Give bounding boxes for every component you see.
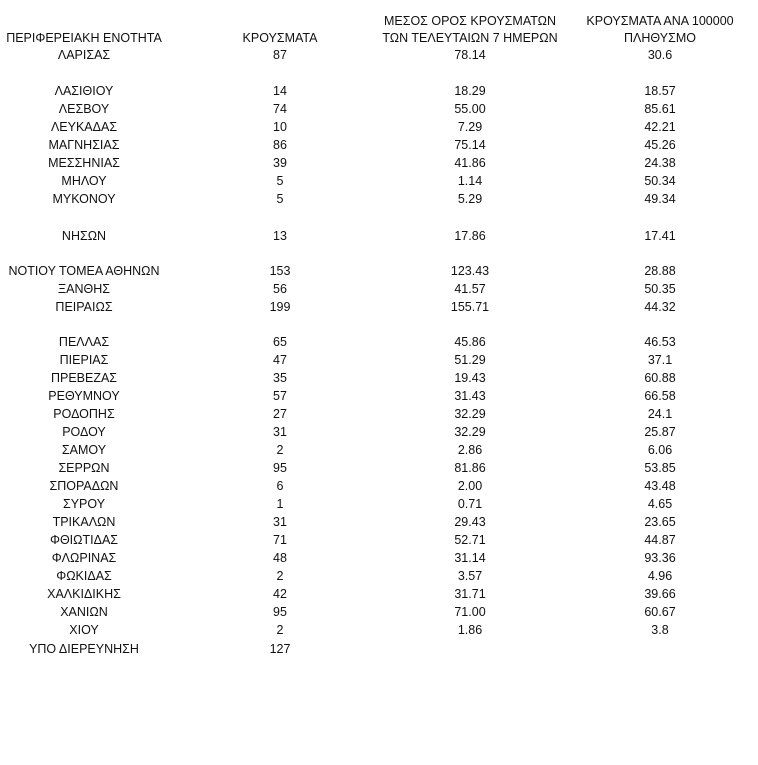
cases-cell: 1: [276, 497, 284, 511]
avg7-cell: 17.86: [454, 229, 486, 243]
region-cell: ΧΙΟΥ: [69, 623, 99, 637]
per100k-cell: 30.6: [647, 48, 673, 62]
cases-cell: 2: [276, 623, 284, 637]
cases-cell: 13: [273, 229, 287, 243]
cases-cell: 56: [273, 282, 287, 296]
region-cell: ΠΕΙΡΑΙΩΣ: [55, 300, 113, 314]
avg7-cell: 32.29: [454, 425, 486, 439]
avg7-cell: 5.29: [457, 192, 483, 206]
avg7-cell: 78.14: [454, 48, 486, 62]
per100k-cell: 50.35: [644, 282, 676, 296]
per100k-cell: 43.48: [644, 479, 676, 493]
region-cell: ΣΕΡΡΩΝ: [58, 461, 110, 475]
per100k-cell: 53.85: [644, 461, 676, 475]
avg7-cell: 1.14: [457, 174, 483, 188]
per100k-cell: 17.41: [644, 229, 676, 243]
avg7-cell: 31.71: [454, 587, 486, 601]
per100k-cell: 28.88: [644, 264, 676, 278]
cases-cell: 31: [273, 515, 287, 529]
cases-cell: 153: [269, 264, 291, 278]
cases-cell: 127: [269, 642, 291, 656]
region-cell: ΥΠΟ ΔΙΕΡΕΥΝΗΣΗ: [29, 642, 139, 656]
cases-cell: 42: [273, 587, 287, 601]
per100k-cell: 85.61: [644, 102, 676, 116]
per100k-cell: 44.87: [644, 533, 676, 547]
per100k-cell: 39.66: [644, 587, 676, 601]
per100k-cell: 93.36: [644, 551, 676, 565]
region-cell: ΡΟΔΟΥ: [62, 425, 106, 439]
region-cell: ΛΕΥΚΑΔΑΣ: [50, 120, 118, 134]
cases-cell: 27: [273, 407, 287, 421]
region-cell: ΛΕΣΒΟΥ: [58, 102, 110, 116]
region-cell: ΡΕΘΥΜΝΟΥ: [48, 389, 120, 403]
avg7-cell: 55.00: [454, 102, 486, 116]
cases-cell: 2: [276, 443, 284, 457]
per100k-cell: 4.65: [647, 497, 673, 511]
region-cell: ΜΕΣΣΗΝΙΑΣ: [48, 156, 120, 170]
header-per100k-line1: ΚΡΟΥΣΜΑΤΑ ΑΝΑ 100000: [586, 14, 734, 28]
cases-cell: 71: [273, 533, 287, 547]
region-cell: ΤΡΙΚΑΛΩΝ: [52, 515, 116, 529]
per100k-cell: 50.34: [644, 174, 676, 188]
per100k-cell: 3.8: [651, 623, 669, 637]
region-cell: ΛΑΣΙΘΙΟΥ: [54, 84, 114, 98]
per100k-cell: 42.21: [644, 120, 676, 134]
cases-cell: 5: [276, 192, 284, 206]
avg7-cell: 2.86: [457, 443, 483, 457]
per100k-cell: 44.32: [644, 300, 676, 314]
header-cases: ΚΡΟΥΣΜΑΤΑ: [242, 31, 318, 45]
avg7-cell: 155.71: [450, 300, 490, 314]
per100k-cell: 49.34: [644, 192, 676, 206]
cases-cell: 10: [273, 120, 287, 134]
cases-cell: 65: [273, 335, 287, 349]
per100k-cell: 66.58: [644, 389, 676, 403]
avg7-cell: 31.43: [454, 389, 486, 403]
avg7-cell: 2.00: [457, 479, 483, 493]
per100k-cell: 6.06: [647, 443, 673, 457]
region-cell: ΣΥΡΟΥ: [62, 497, 106, 511]
avg7-cell: [380, 640, 560, 658]
cases-cell: 47: [273, 353, 287, 367]
region-cell: ΛΑΡΙΣΑΣ: [57, 48, 111, 62]
cases-cell: 95: [273, 461, 287, 475]
cases-cell: 87: [273, 48, 287, 62]
region-cell: ΠΕΛΛΑΣ: [58, 335, 110, 349]
avg7-cell: 75.14: [454, 138, 486, 152]
avg7-cell: 52.71: [454, 533, 486, 547]
region-cell: ΧΑΝΙΩΝ: [60, 605, 108, 619]
region-cell: ΜΗΛΟΥ: [61, 174, 107, 188]
per100k-cell: 4.96: [647, 569, 673, 583]
region-cell: ΦΛΩΡΙΝΑΣ: [51, 551, 117, 565]
per100k-cell: 60.67: [644, 605, 676, 619]
avg7-cell: 51.29: [454, 353, 486, 367]
avg7-cell: 81.86: [454, 461, 486, 475]
avg7-cell: 123.43: [450, 264, 490, 278]
region-cell: ΠΡΕΒΕΖΑΣ: [50, 371, 118, 385]
per100k-cell: 45.26: [644, 138, 676, 152]
cases-cell: 48: [273, 551, 287, 565]
region-cell: ΠΙΕΡΙΑΣ: [59, 353, 109, 367]
avg7-cell: 31.14: [454, 551, 486, 565]
per100k-cell: 24.38: [644, 156, 676, 170]
cases-cell: 5: [276, 174, 284, 188]
header-region: ΠΕΡΙΦΕΡΕΙΑΚΗ ΕΝΟΤΗΤΑ: [6, 31, 162, 45]
per100k-cell: 46.53: [644, 335, 676, 349]
region-cell: ΝΗΣΩΝ: [61, 229, 107, 243]
region-cell: ΣΠΟΡΑΔΩΝ: [49, 479, 119, 493]
avg7-cell: 7.29: [457, 120, 483, 134]
cases-cell: 86: [273, 138, 287, 152]
avg7-cell: 71.00: [454, 605, 486, 619]
cases-cell: 199: [269, 300, 291, 314]
cases-cell: 31: [273, 425, 287, 439]
cases-cell: 2: [276, 569, 284, 583]
avg7-cell: 32.29: [454, 407, 486, 421]
cases-cell: 39: [273, 156, 287, 170]
per100k-cell: [580, 640, 740, 658]
avg7-cell: 41.86: [454, 156, 486, 170]
region-cell: ΡΟΔΟΠΗΣ: [53, 407, 115, 421]
header-avg7-line2: ΤΩΝ ΤΕΛΕΥΤΑΙΩΝ 7 ΗΜΕΡΩΝ: [382, 31, 558, 45]
per100k-cell: 60.88: [644, 371, 676, 385]
per100k-cell: 23.65: [644, 515, 676, 529]
cases-cell: 57: [273, 389, 287, 403]
cases-cell: 6: [276, 479, 284, 493]
cases-cell: 35: [273, 371, 287, 385]
avg7-cell: 3.57: [457, 569, 483, 583]
region-cell: ΦΘΙΩΤΙΔΑΣ: [49, 533, 119, 547]
avg7-cell: 1.86: [457, 623, 483, 637]
header-avg7-line1: ΜΕΣΟΣ ΟΡΟΣ ΚΡΟΥΣΜΑΤΩΝ: [383, 14, 557, 28]
region-cell: ΝΟΤΙΟΥ ΤΟΜΕΑ ΑΘΗΝΩΝ: [8, 264, 160, 278]
avg7-cell: 45.86: [454, 335, 486, 349]
region-cell: ΜΥΚΟΝΟΥ: [52, 192, 116, 206]
cases-cell: 74: [273, 102, 287, 116]
per100k-cell: 24.1: [647, 407, 673, 421]
region-cell: ΦΩΚΙΔΑΣ: [56, 569, 112, 583]
cases-cell: 14: [273, 84, 287, 98]
region-cell: ΧΑΛΚΙΔΙΚΗΣ: [47, 587, 121, 601]
avg7-cell: 18.29: [454, 84, 486, 98]
region-cell: ΣΑΜΟΥ: [61, 443, 107, 457]
header-per100k-line2: ΠΛΗΘΥΣΜΟ: [624, 31, 696, 45]
region-cell: ΜΑΓΝΗΣΙΑΣ: [48, 138, 120, 152]
region-cell: ΞΑΝΘΗΣ: [58, 282, 110, 296]
avg7-cell: 19.43: [454, 371, 486, 385]
per100k-cell: 25.87: [644, 425, 676, 439]
per100k-cell: 37.1: [647, 353, 673, 367]
cases-cell: 95: [273, 605, 287, 619]
avg7-cell: 29.43: [454, 515, 486, 529]
avg7-cell: 41.57: [454, 282, 486, 296]
avg7-cell: 0.71: [457, 497, 483, 511]
per100k-cell: 18.57: [644, 84, 676, 98]
